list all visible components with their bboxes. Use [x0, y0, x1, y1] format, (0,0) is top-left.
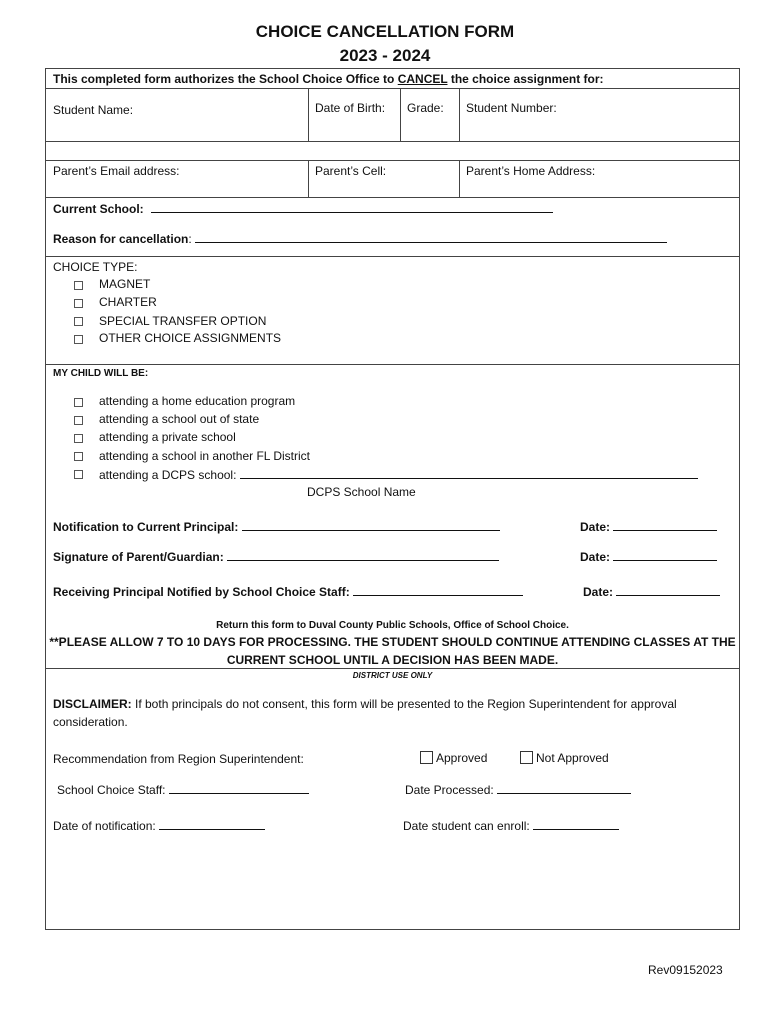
disclaimer-line2: consideration.: [53, 715, 128, 729]
home-education-label: attending a home education program: [99, 394, 296, 408]
special-transfer-checkbox[interactable]: [74, 317, 83, 326]
parent-signature-field[interactable]: Signature of Parent/Guardian:: [53, 549, 499, 564]
charter-label: CHARTER: [99, 295, 157, 309]
magnet-checkbox[interactable]: [74, 281, 83, 290]
approved-option[interactable]: Approved: [420, 751, 487, 765]
dcps-school-field[interactable]: attending a DCPS school:: [99, 467, 698, 482]
notification-date-field[interactable]: Date:: [580, 519, 717, 534]
form-title: CHOICE CANCELLATION FORM: [255, 22, 515, 41]
approved-checkbox[interactable]: [420, 751, 433, 764]
divider: [46, 88, 739, 89]
private-school-label: attending a private school: [99, 430, 236, 444]
date-processed-field[interactable]: Date Processed:: [405, 782, 631, 797]
parent-email-label: Parent’s Email address:: [53, 164, 180, 178]
date-of-birth-label: Date of Birth:: [315, 101, 386, 115]
authorization-statement: This completed form authorizes the School Choice Office to CANCEL the choice assignment for:: [53, 72, 604, 86]
magnet-label: MAGNET: [99, 277, 151, 291]
divider: [46, 256, 739, 257]
cancel-word: CANCEL: [397, 72, 448, 86]
other-choice-label: OTHER CHOICE ASSIGNMENTS: [99, 331, 282, 345]
out-of-state-checkbox[interactable]: [74, 416, 83, 425]
divider: [46, 141, 739, 142]
another-district-checkbox[interactable]: [74, 452, 83, 461]
special-transfer-label: SPECIAL TRANSFER OPTION: [99, 314, 267, 328]
form-frame: [45, 68, 740, 930]
date-can-enroll-field[interactable]: Date student can enroll:: [403, 818, 619, 833]
parent-cell-label: Parent’s Cell:: [315, 164, 387, 178]
not-approved-checkbox[interactable]: [520, 751, 533, 764]
receiving-date-field[interactable]: Date:: [583, 584, 720, 599]
receiving-principal-field[interactable]: Receiving Principal Notified by School Choice Staff:: [53, 584, 523, 599]
divider: [308, 88, 309, 141]
form-year: 2023 - 2024: [339, 46, 431, 65]
processing-note-line2: CURRENT SCHOOL UNTIL A DECISION HAS BEEN MADE.: [226, 653, 559, 667]
divider: [46, 364, 739, 365]
parent-address-label: Parent’s Home Address:: [466, 164, 596, 178]
recommendation-label: Recommendation from Region Superintendent:: [53, 752, 304, 766]
divider: [459, 88, 460, 141]
processing-note-line1: **PLEASE ALLOW 7 TO 10 DAYS FOR PROCESSING. THE STUDENT SHOULD CONTINUE ATTENDING CLASSES AT THE: [49, 635, 736, 649]
district-use-only: DISTRICT USE ONLY: [352, 671, 433, 680]
date-of-notification-field[interactable]: Date of notification:: [53, 818, 265, 833]
another-district-label: attending a school in another FL District: [99, 449, 311, 463]
out-of-state-label: attending a school out of state: [99, 412, 260, 426]
divider: [46, 160, 739, 161]
divider: [46, 197, 739, 198]
disclaimer-line1: DISCLAIMER: If both principals do not consent, this form will be presented to the Region Superintendent for approval: [53, 697, 677, 711]
grade-label: Grade:: [407, 101, 444, 115]
divider: [46, 668, 739, 669]
dcps-school-name-caption: DCPS School Name: [307, 485, 416, 499]
divider: [400, 88, 401, 141]
charter-checkbox[interactable]: [74, 299, 83, 308]
student-name-label: Student Name:: [53, 103, 134, 117]
other-choice-checkbox[interactable]: [74, 335, 83, 344]
home-education-checkbox[interactable]: [74, 398, 83, 407]
my-child-heading: MY CHILD WILL BE:: [53, 368, 149, 379]
revision-number: Rev09152023: [648, 963, 723, 977]
private-school-checkbox[interactable]: [74, 434, 83, 443]
dcps-school-checkbox[interactable]: [74, 470, 83, 479]
student-number-label: Student Number:: [466, 101, 557, 115]
return-note: Return this form to Duval County Public Schools, Office of School Choice.: [216, 620, 569, 631]
signature-date-field[interactable]: Date:: [580, 549, 717, 564]
divider: [308, 160, 309, 197]
notification-principal-field[interactable]: Notification to Current Principal:: [53, 519, 500, 534]
school-choice-staff-field[interactable]: School Choice Staff:: [57, 782, 309, 797]
reason-field[interactable]: Reason for cancellation:: [53, 231, 667, 246]
choice-type-heading: CHOICE TYPE:: [53, 260, 138, 274]
divider: [459, 160, 460, 197]
current-school-field[interactable]: Current School:: [53, 201, 553, 216]
not-approved-option[interactable]: Not Approved: [520, 751, 609, 765]
